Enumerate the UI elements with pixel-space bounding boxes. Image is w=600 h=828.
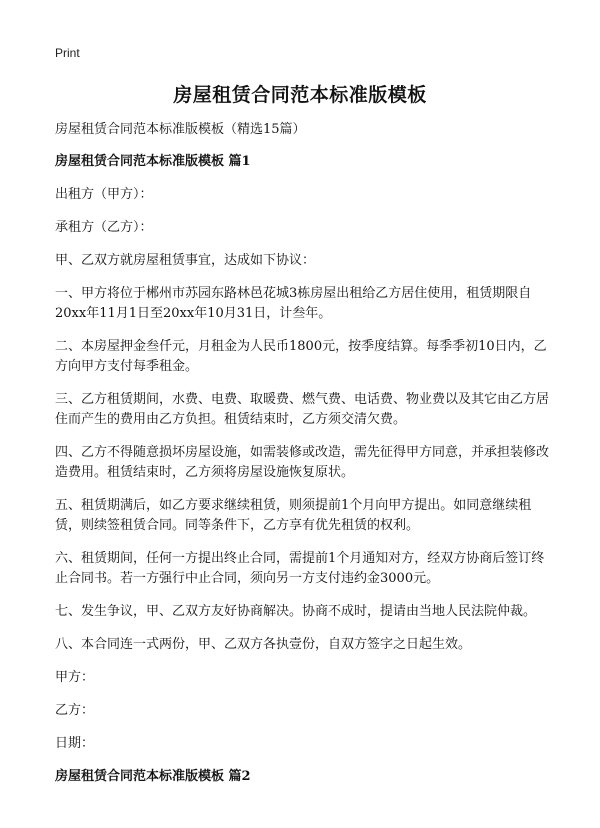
party-a-signature: 甲方： xyxy=(55,670,95,685)
print-link[interactable]: Print xyxy=(55,46,80,60)
lessor-line: 出租方（甲方）： xyxy=(55,187,153,202)
section-heading-2: 房屋租赁合同范本标准版模板 篇2 xyxy=(55,769,251,784)
clause-2: 二、本房屋押金叁仟元，月租金为人民币1800元，按季度结算。每季季初10日内，乙方向甲方支付每季租金。 xyxy=(55,339,547,374)
document-body xyxy=(55,120,550,800)
lessee-line: 承租方（乙方）： xyxy=(55,220,153,235)
clause-5: 五、租赁期满后，如乙方要求继续租赁，则须提前1个月向甲方提出。如同意继续租赁，则续签租赁合同。同等条件下，乙方享有优先租赁的权利。 xyxy=(55,498,532,533)
clause-6: 六、租赁期间，任何一方提出终止合同，需提前1个月通知对方，经双方协商后签订终止合同书。若一方强行中止合同，须向另一方支付违约金3000元。 xyxy=(55,551,545,586)
agreement-intro: 甲、乙双方就房屋租赁事宜，达成如下协议： xyxy=(55,253,316,268)
document-title: 房屋租赁合同范本标准版模板 xyxy=(173,84,427,106)
section-heading-1: 房屋租赁合同范本标准版模板 篇1 xyxy=(55,154,251,169)
clause-3: 三、乙方租赁期间，水费、电费、取暖费、燃气费、电话费、物业费以及其它由乙方居住而产生的费用由乙方负担。租赁结束时，乙方须交清欠费。 xyxy=(55,392,550,427)
clause-7: 七、发生争议，甲、乙双方友好协商解决。协商不成时，提请由当地人民法院仲裁。 xyxy=(55,604,537,619)
clause-4: 四、乙方不得随意损坏房屋设施，如需装修或改造，需先征得甲方同意，并承担装修改造费用。租赁结束时，乙方须将房屋设施恢复原状。 xyxy=(55,445,550,480)
date-line: 日期： xyxy=(55,736,95,751)
document-subtitle: 房屋租赁合同范本标准版模板（精选15篇） xyxy=(55,122,306,137)
party-b-signature: 乙方： xyxy=(55,703,95,718)
clause-8: 八、本合同连一式两份，甲、乙双方各执壹份，自双方签字之日起生效。 xyxy=(55,637,472,652)
clause-1: 一、甲方将位于郴州市苏园东路林邑花城3栋房屋出租给乙方居住使用，租赁期限自20xx年11月1日至20xx年10月31日，计叁年。 xyxy=(55,286,532,321)
